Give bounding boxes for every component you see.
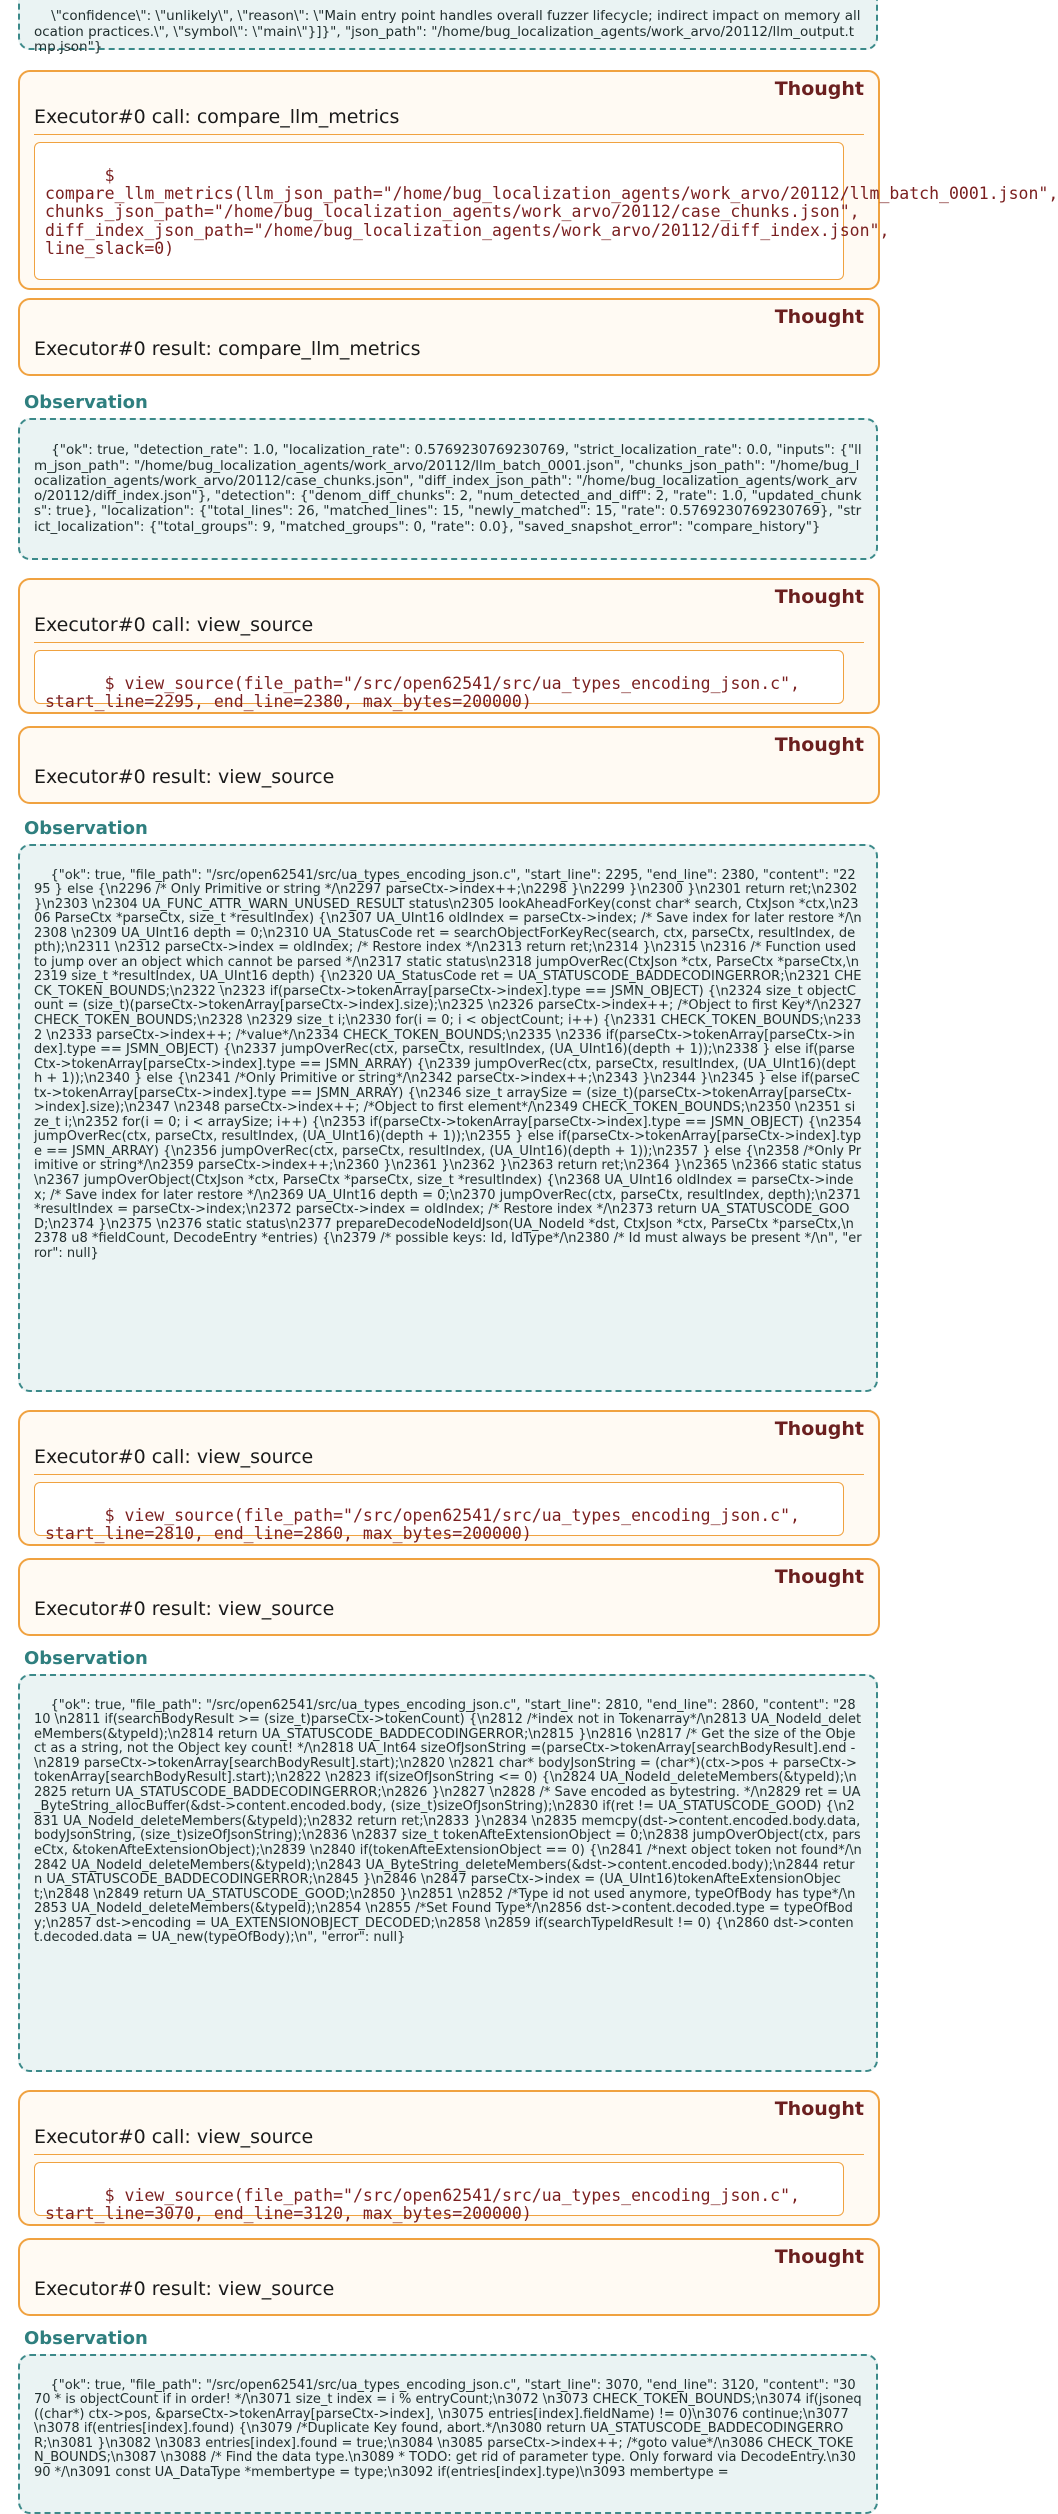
card-title: Executor#0 call: view_source [34, 614, 314, 636]
divider [34, 1474, 864, 1475]
thought-label: Thought [774, 1418, 864, 1440]
command-code [34, 142, 1058, 280]
command-text: $ compare_llm_metrics(llm_json_path="/home/bug_localization_agents/work_arvo/20112/llm_batch_0001.json", chunks_json_path="/home/bug_localization_agents/work_arvo/20112/case_chunks.json", diff_index_json_path="/home/bug_localization_agents/work_arvo/20112/diff_index.json", line_slack=0) [45, 166, 1058, 258]
card-title: Executor#0 result: view_source [34, 1598, 335, 1620]
observation-block [18, 844, 878, 1392]
observation-block [18, 1674, 878, 2072]
command-text: $ view_source(file_path="/src/open62541/src/ua_types_encoding_json.c", start_line=2295, end_line=2380, max_bytes=200000) [45, 674, 800, 712]
thought-label: Thought [774, 1566, 864, 1588]
divider [34, 2154, 864, 2155]
thought-label: Thought [774, 586, 864, 608]
command-code [34, 2162, 844, 2224]
observation-block [18, 418, 878, 560]
observation-label: Observation [24, 392, 148, 413]
executor-call-card [18, 1410, 880, 1546]
executor-call-card [18, 578, 880, 714]
observation-label: Observation [24, 818, 148, 839]
observation-text: {"ok": true, "file_path": "/src/open62541/src/ua_types_encoding_json.c", "start_line": 3070, "end_line": 3120, "content": "3070 * is objectCount if in order! */\n3071 size_t index = i % entryCount;\n3072 \n3073 CHECK_TOKEN_BOUNDS;\n3074 if(jsoneq((char*) ctx->pos, &parseCtx->tokenArray[parseCtx->index], \n3075 entries[index].fieldName) != 0)\n3076 continue;\n3077 \n3078 if(entries[index].found) {\n3079 /*Duplicate Key found, abort.*/\n3080 return UA_STATUSCODE_BADDECODINGERROR;\n3081 }\n3082 \n3083 entries[index].found = true;\n3084 \n3085 parseCtx->index++; /*goto value*/\n3086 CHECK_TOKEN_BOUNDS;\n3087 \n3088 /* Find the data type.\n3089 * TODO: get rid of parameter type. Only forward via DecodeEntry.\n3090 */\n3091 const UA_DataType *membertype = type;\n3092 if(entries[index].type)\n3093 membertype = [34, 2377, 862, 2480]
observation-label: Observation [24, 1648, 148, 1669]
observation-block [18, 0, 878, 55]
observation-label: Observation [24, 2328, 148, 2349]
thought-label: Thought [774, 78, 864, 100]
executor-call-card [18, 2090, 880, 2226]
card-title: Executor#0 call: compare_llm_metrics [34, 106, 400, 128]
thought-label: Thought [774, 734, 864, 756]
executor-result-card [18, 2238, 880, 2316]
command-text: $ view_source(file_path="/src/open62541/src/ua_types_encoding_json.c", start_line=3070, end_line=3120, max_bytes=200000) [45, 2186, 800, 2224]
observation-text: {"ok": true, "detection_rate": 1.0, "localization_rate": 0.5769230769230769, "strict_localization_rate": 0.0, "inputs": {"llm_json_path": "/home/bug_localization_agents/work_arvo/20112/llm_batch_0001.json", "chunks_json_path": "/home/bug_localization_agents/work_arvo/20112/case_chunks.json", "diff_index_json_path": "/home/bug_localization_agents/work_arvo/20112/diff_index.json"}, "detection": {"denom_diff_chunks": 2, "num_detected_and_diff": 2, "rate": 1.0, "updated_chunks": true}, "localization": {"total_lines": 26, "matched_lines": 15, "newly_matched": 15, "rate": 0.5769230769230769}, "strict_localization": {"total_groups": 9, "matched_groups": 0, "rate": 0.0}, "saved_snapshot_error": "compare_history"} [34, 442, 862, 535]
card-title: Executor#0 result: view_source [34, 2278, 335, 2300]
card-title: Executor#0 call: view_source [34, 1446, 314, 1468]
divider [34, 134, 864, 135]
thought-label: Thought [774, 306, 864, 328]
command-code [34, 650, 844, 712]
executor-result-card [18, 1558, 880, 1636]
observation-text: {"ok": true, "file_path": "/src/open62541/src/ua_types_encoding_json.c", "start_line": 2295, "end_line": 2380, "content": "2295 } else {\n2296 /* Only Primitive or string */\n2297 parseCtx->index++;\n2298 }\n2299 }\n2300 }\n2301 return ret;\n2302 }\n2303 \n2304 UA_FUNC_ATTR_WARN_UNUSED_RESULT status\n2305 lookAheadForKey(const char* search, CtxJson *ctx,\n2306 ParseCtx *parseCtx, size_t *resultIndex) {\n2307 UA_UInt16 oldIndex = parseCtx->index; /* Save index for later restore */\n2308 \n2309 UA_UInt16 depth = 0;\n2310 UA_StatusCode ret = searchObjectForKeyRec(search, ctx, parseCtx, resultIndex, depth);\n2311 \n2312 parseCtx->index = oldIndex; /* Restore index */\n2313 return ret;\n2314 }\n2315 \n2316 /* Function used to jump over an object which cannot be parsed */\n2317 static status\n2318 jumpOverRec(CtxJson *ctx, ParseCtx *parseCtx,\n2319 size_t *resultIndex, UA_UInt16 depth) {\n2320 UA_StatusCode ret = UA_STATUSCODE_BADDECODINGERROR;\n2321 CHECK_TOKEN_BOUNDS;\n2322 \n2323 if(parseCtx->tokenArray[parseCtx->index].type == JSMN_OBJECT) {\n2324 size_t objectCount = (size_t)(parseCtx->tokenArray[parseCtx->index].size);\n2325 \n2326 parseCtx->index++; /*Object to first Key*/\n2327 CHECK_TOKEN_BOUNDS;\n2328 \n2329 size_t i;\n2330 for(i = 0; i < objectCount; i++) {\n2331 CHECK_TOKEN_BOUNDS;\n2332 \n2333 parseCtx->index++; /*value*/\n2334 CHECK_TOKEN_BOUNDS;\n2335 \n2336 if(parseCtx->tokenArray[parseCtx->index].type == JSMN_OBJECT) {\n2337 jumpOverRec(ctx, parseCtx, resultIndex, (UA_UInt16)(depth + 1));\n2338 } else if(parseCtx->tokenArray[parseCtx->index].type == JSMN_ARRAY) {\n2339 jumpOverRec(ctx, parseCtx, resultIndex, (UA_UInt16)(depth + 1));\n2340 } else {\n2341 /*Only Primitive or string*/\n2342 parseCtx->index++;\n2343 }\n2344 }\n2345 } else if(parseCtx->tokenArray[parseCtx->index].type == JSMN_ARRAY) {\n2346 size_t arraySize = (size_t)(parseCtx->tokenArray[parseCtx->index].size);\n2347 \n2348 parseCtx->index++; /*Object to first element*/\n2349 CHECK_TOKEN_BOUNDS;\n2350 \n2351 size_t i;\n2352 for(i = 0; i < arraySize; i++) {\n2353 if(parseCtx->tokenArray[parseCtx->index].type == JSMN_OBJECT) {\n2354 jumpOverRec(ctx, parseCtx, resultIndex, (UA_UInt16)(depth + 1));\n2355 } else if(parseCtx->tokenArray[parseCtx->index].type == JSMN_ARRAY) {\n2356 jumpOverRec(ctx, parseCtx, resultIndex, (UA_UInt16)(depth + 1));\n2357 } else {\n2358 /*Only Primitive or string*/\n2359 parseCtx->index++;\n2360 }\n2361 }\n2362 }\n2363 return ret;\n2364 }\n2365 \n2366 static status\n2367 jumpOverObject(CtxJson *ctx, ParseCtx *parseCtx, size_t *resultIndex) {\n2368 UA_UInt16 oldIndex = parseCtx->index; /* Save index for later restore */\n2369 UA_UInt16 depth = 0;\n2370 jumpOverRec(ctx, parseCtx, resultIndex, depth);\n2371 *resultIndex = parseCtx->index;\n2372 parseCtx->index = oldIndex; /* Restore index */\n2373 return UA_STATUSCODE_GOOD;\n2374 }\n2375 \n2376 static status\n2377 prepareDecodeNodeIdJson(UA_NodeId *dst, CtxJson *ctx, ParseCtx *parseCtx,\n2378 u8 *fieldCount, DecodeEntry *entries) {\n2379 /* possible keys: Id, IdType*/\n2380 /* Id must always be present */\n", "error": null} [34, 867, 866, 1261]
executor-result-card [18, 298, 880, 376]
card-title: Executor#0 result: compare_llm_metrics [34, 338, 421, 360]
card-title: Executor#0 call: view_source [34, 2126, 314, 2148]
thought-label: Thought [774, 2098, 864, 2120]
command-text: $ view_source(file_path="/src/open62541/src/ua_types_encoding_json.c", start_line=2810, end_line=2860, max_bytes=200000) [45, 1506, 800, 1544]
observation-text: {"ok": true, "file_path": "/src/open62541/src/ua_types_encoding_json.c", "start_line": 2810, "end_line": 2860, "content": "2810 \n2811 if(searchBodyResult >= (size_t)parseCtx->tokenCount) {\n2812 /*index not in Tokenarray*/\n2813 UA_NodeId_deleteMembers(&typeId);\n2814 return UA_STATUSCODE_BADDECODINGERROR;\n2815 }\n2816 \n2817 /* Get the size of the Object as a string, not the Object key count! */\n2818 UA_Int64 sizeOfJsonString =(parseCtx->tokenArray[searchBodyResult].end -\n2819 parseCtx->tokenArray[searchBodyResult].start);\n2820 \n2821 char* bodyJsonString = (char*)(ctx->pos + parseCtx->tokenArray[searchBodyResult].start);\n2822 \n2823 if(sizeOfJsonString <= 0) {\n2824 UA_NodeId_deleteMembers(&typeId);\n2825 return UA_STATUSCODE_BADDECODINGERROR;\n2826 }\n2827 \n2828 /* Save encoded as bytestring. */\n2829 ret = UA_ByteString_allocBuffer(&dst->content.encoded.body, (size_t)sizeOfJsonString);\n2830 if(ret != UA_STATUSCODE_GOOD) {\n2831 UA_NodeId_deleteMembers(&typeId);\n2832 return ret;\n2833 }\n2834 \n2835 memcpy(dst->content.encoded.body.data, bodyJsonString, (size_t)sizeOfJsonString);\n2836 \n2837 size_t tokenAfteExtensionObject = 0;\n2838 jumpOverObject(ctx, parseCtx, &tokenAfteExtensionObject);\n2839 \n2840 if(tokenAfteExtensionObject == 0) {\n2841 /*next object token not found*/\n2842 UA_NodeId_deleteMembers(&typeId);\n2843 UA_ByteString_deleteMembers(&dst->content.encoded.body);\n2844 return UA_STATUSCODE_BADDECODINGERROR;\n2845 }\n2846 \n2847 parseCtx->index = (UA_UInt16)tokenAfteExtensionObject;\n2848 \n2849 return UA_STATUSCODE_GOOD;\n2850 }\n2851 \n2852 /*Type id not used anymore, typeOfBody has type*/\n2853 UA_NodeId_deleteMembers(&typeId);\n2854 \n2855 /*Set Found Type*/\n2856 dst->content.decoded.type = typeOfBody;\n2857 dst->encoding = UA_EXTENSIONOBJECT_DECODED;\n2858 \n2859 if(searchTypeIdResult != 0) {\n2860 dst->content.decoded.data = UA_new(typeOfBody);\n", "error": null} [34, 1697, 865, 1946]
observation-block [18, 2354, 878, 2514]
executor-call-card [18, 70, 1058, 290]
observation-text: \"confidence\": \"unlikely\", \"reason\": \"Main entry point handles overall fuzzer lifecycle; indirect impact on memory allocation practices.\", \"symbol\": \"main\"}]}", "json_path": "/home/bug_localization_agents/work_arvo/20112/llm_output.tmp.json"} [34, 8, 861, 55]
thought-label: Thought [774, 2246, 864, 2268]
card-title: Executor#0 result: view_source [34, 766, 335, 788]
divider [34, 642, 864, 643]
command-code [34, 1482, 844, 1544]
executor-result-card [18, 726, 880, 804]
